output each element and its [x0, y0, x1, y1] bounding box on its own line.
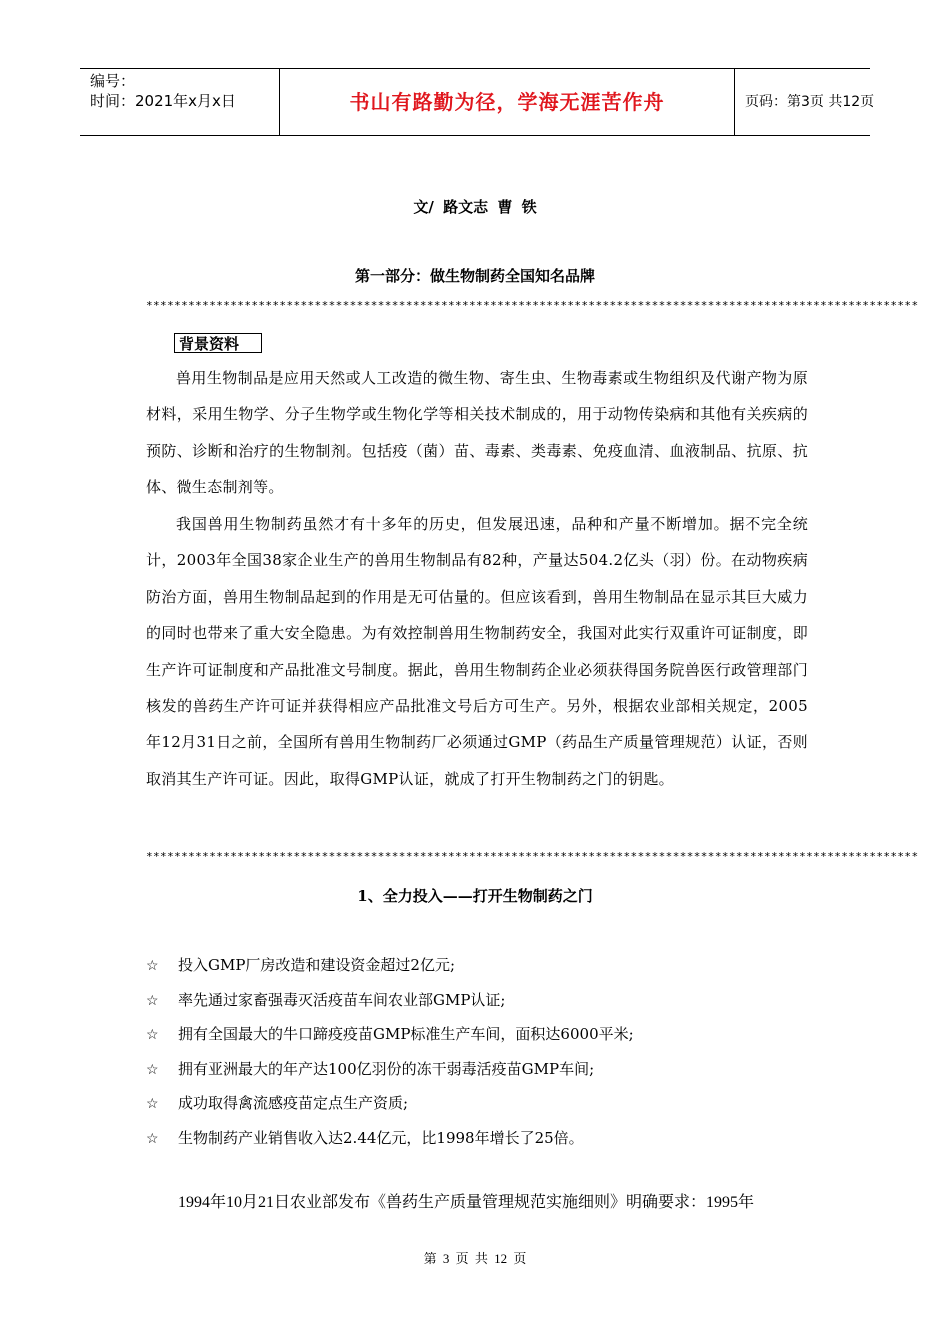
header-meta [80, 69, 280, 135]
list-item-text: 成功取得禽流感疫苗定点生产资质; [178, 1094, 409, 1113]
separator-top: ************************************************************************************************************** [146, 299, 919, 312]
section-title: 1、全力投入——打开生物制药之门 [357, 887, 593, 905]
list-item [146, 1121, 808, 1156]
list-item-text: 投入GMP厂房改造和建设资金超过2亿元; [178, 956, 456, 974]
header-motto: 书山有路勤为径，学海无涯苦作舟 [280, 69, 735, 135]
list-item-text: 拥有亚洲最大的年产达100亿羽份的冻干弱毒活疫苗GMP车间; [178, 1059, 595, 1078]
list-item [146, 983, 808, 1018]
star-icon: ☆ [146, 958, 159, 974]
separator-bottom: ************************************************************************************************************** [146, 850, 919, 863]
list-item-text: 率先通过家畜强毒灭活疫苗车间农业部GMP认证; [178, 990, 506, 1009]
background-label: 背景资料 [174, 333, 262, 353]
paragraph-2: 我国兽用生物制药虽然才有十多年的历史，但发展迅速，品种和产量不断增加。据不完全统计，2003年全国38家企业生产的兽用生物制品有82种，产量达504.2亿头（羽）份。在动物疾病防治方面，兽用生物制品起到的作用是无可估量的。但应该看到，兽用生物制品在显示其巨大威力的同时也带来了重大安全隐患。为有效控制兽用生物制药安全，我国对此实行双重许可证制度，即生产许可证制度和产品批准文号制度。据此，兽用生物制药企业必须获得国务院兽医行政管理部门核发的兽药生产许可证并获得相应产品批准文号后方可生产。另外，根据农业部相关规定，2005年12月31日之前，全国所有兽用生物制药厂必须通过GMP（药品生产质量管理规范）认证，否则取消其生产许可证。因此，取得GMP认证，就成了打开生物制药之门的钥匙。 [146, 515, 808, 788]
star-icon: ☆ [146, 1130, 159, 1147]
list-item [146, 1017, 808, 1052]
author-line: 文/ 路文志 曹 铁 [413, 198, 537, 216]
star-icon: ☆ [146, 1027, 159, 1044]
list-item-text: 拥有全国最大的牛口蹄疫疫苗GMP标准生产车间，面积达6000平米; [178, 1025, 634, 1044]
number-label: 编号： [90, 72, 136, 90]
star-icon: ☆ [146, 1096, 159, 1113]
list-item-text: 生物制药产业销售收入达2.44亿元，比1998年增长了25倍。 [178, 1128, 584, 1147]
paragraph-3: 1994年10月21日农业部发布《兽药生产质量管理规范实施细则》明确要求：1995年 [178, 1194, 755, 1211]
page-header [80, 68, 875, 136]
star-icon: ☆ [146, 992, 159, 1009]
list-item [146, 1086, 808, 1121]
time-label: 时间：2021年x月x日 [90, 92, 236, 110]
part-title: 第一部分：做生物制药全国知名品牌 [354, 267, 595, 285]
header-page-info: 页码：第3页 共12页 [745, 94, 875, 110]
list-item [146, 1052, 808, 1087]
page-footer: 第 3 页 共 12 页 [423, 1251, 527, 1266]
star-icon: ☆ [146, 1061, 159, 1078]
achievement-list [146, 948, 808, 1156]
paragraph-1: 兽用生物制品是应用天然或人工改造的微生物、寄生虫、生物毒素或生物组织及代谢产物为原材料，采用生物学、分子生物学或生物化学等相关技术制成的，用于动物传染病和其他有关疾病的预防、诊断和治疗的生物制剂。包括疫（菌）苗、毒素、类毒素、免疫血清、血液制品、抗原、抗体、微生态制剂等。 [146, 369, 808, 497]
list-item [146, 948, 808, 983]
